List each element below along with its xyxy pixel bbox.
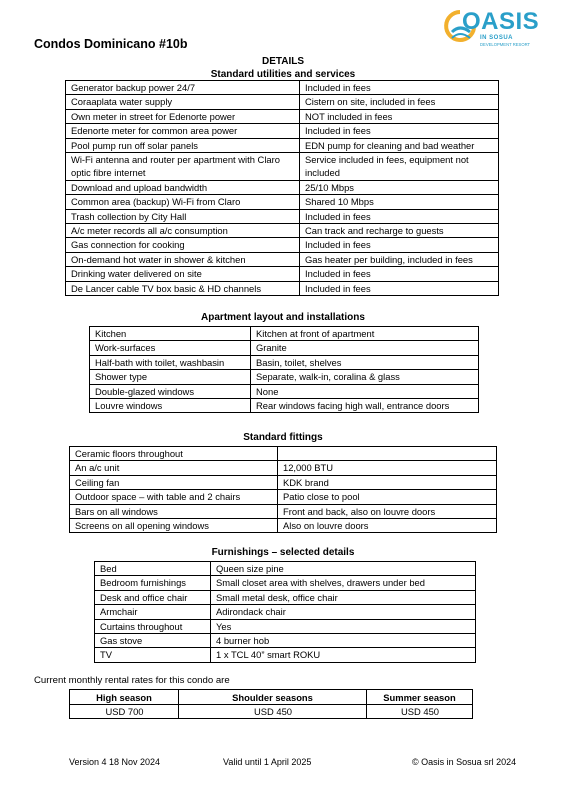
table-row: [66, 195, 499, 209]
rates-intro: Current monthly rental rates for this condo are: [34, 675, 230, 686]
row-value: Separate, walk-in, coralina & glass: [251, 370, 479, 384]
rates-header-shoulder: Shoulder seasons: [179, 690, 367, 705]
table-row: [90, 341, 479, 355]
row-value: Basin, toilet, shelves: [251, 355, 479, 369]
row-value: Cistern on site, included in fees: [300, 95, 499, 109]
table-row: [66, 281, 499, 295]
fittings-table: [69, 446, 497, 533]
row-value: Included in fees: [300, 209, 499, 223]
row-label: Download and upload bandwidth: [66, 180, 300, 194]
table-row: [90, 370, 479, 384]
document-title: Condos Dominicano #10b: [34, 37, 188, 51]
table-row: [70, 504, 497, 518]
row-value: Yes: [211, 619, 476, 633]
table-row: [66, 267, 499, 281]
row-value: Included in fees: [300, 267, 499, 281]
row-label: Bars on all windows: [70, 504, 278, 518]
row-label: Own meter in street for Edenorte power: [66, 109, 300, 123]
row-value: Shared 10 Mbps: [300, 195, 499, 209]
layout-heading: Apartment layout and installations: [201, 312, 365, 323]
row-label: Outdoor space – with table and 2 chairs: [70, 490, 278, 504]
row-value: Gas heater per building, included in fees: [300, 252, 499, 266]
footer-version: Version 4 18 Nov 2024: [69, 757, 161, 767]
row-label: Armchair: [95, 605, 211, 619]
rates-header-high: High season: [70, 690, 179, 705]
table-row: [95, 605, 476, 619]
table-row: [66, 252, 499, 266]
row-label: Drinking water delivered on site: [66, 267, 300, 281]
row-value: EDN pump for cleaning and bad weather: [300, 138, 499, 152]
table-row: [95, 562, 476, 576]
row-value: Included in fees: [300, 81, 499, 95]
row-value: Included in fees: [300, 124, 499, 138]
row-label: Pool pump run off solar panels: [66, 138, 300, 152]
row-value: Can track and recharge to guests: [300, 224, 499, 238]
table-row: [90, 399, 479, 413]
oasis-logo: [440, 8, 540, 48]
table-row: [66, 238, 499, 252]
row-value: Adirondack chair: [211, 605, 476, 619]
row-label: Gas connection for cooking: [66, 238, 300, 252]
logo-subtitle: IN SOSUA: [480, 35, 514, 41]
row-value: Included in fees: [300, 281, 499, 295]
rates-value-summer: USD 450: [367, 705, 473, 719]
row-value: 25/10 Mbps: [300, 180, 499, 194]
utilities-table: [65, 80, 499, 296]
row-value: Service included in fees, equipment not included: [300, 153, 499, 181]
table-row: [95, 634, 476, 648]
row-label: Bed: [95, 562, 211, 576]
table-row: [66, 138, 499, 152]
table-row: [95, 619, 476, 633]
row-label: Desk and office chair: [95, 590, 211, 604]
table-row: [66, 81, 499, 95]
row-value: Queen size pine: [211, 562, 476, 576]
row-value: None: [251, 384, 479, 398]
table-row: [66, 180, 499, 194]
row-value: 12,000 BTU: [278, 461, 497, 475]
row-label: A/c meter records all a/c consumption: [66, 224, 300, 238]
row-value: Included in fees: [300, 238, 499, 252]
row-value: [278, 447, 497, 461]
table-row: [95, 590, 476, 604]
row-value: Rear windows facing high wall, entrance doors: [251, 399, 479, 413]
row-value: Granite: [251, 341, 479, 355]
row-label: Common area (backup) Wi-Fi from Claro: [66, 195, 300, 209]
row-label: Trash collection by City Hall: [66, 209, 300, 223]
row-value: 1 x TCL 40” smart ROKU: [211, 648, 476, 662]
footer-copyright: © Oasis in Sosua srl 2024: [412, 757, 517, 767]
layout-table: [89, 326, 479, 413]
rates-header-summer: Summer season: [367, 690, 473, 705]
table-row: [66, 209, 499, 223]
row-label: Louvre windows: [90, 399, 251, 413]
row-label: On-demand hot water in shower & kitchen: [66, 252, 300, 266]
row-value: Patio close to pool: [278, 490, 497, 504]
row-label: Generator backup power 24/7: [66, 81, 300, 95]
utilities-heading: Standard utilities and services: [210, 69, 356, 80]
fittings-heading: Standard fittings: [243, 432, 323, 443]
row-label: Curtains throughout: [95, 619, 211, 633]
row-value: 4 burner hob: [211, 634, 476, 648]
row-value: Kitchen at front of apartment: [251, 327, 479, 341]
table-row: [70, 475, 497, 489]
table-row: [66, 224, 499, 238]
row-label: Half-bath with toilet, washbasin: [90, 355, 251, 369]
row-label: Work-surfaces: [90, 341, 251, 355]
rates-table: [69, 689, 473, 719]
table-row: [90, 355, 479, 369]
table-row: [70, 447, 497, 461]
logo-wordmark: OASIS: [462, 8, 540, 35]
row-value: Also on louvre doors: [278, 519, 497, 533]
row-value: NOT included in fees: [300, 109, 499, 123]
table-row: [66, 124, 499, 138]
furnishings-table: [94, 561, 476, 663]
table-row: [90, 384, 479, 398]
row-label: Screens on all opening windows: [70, 519, 278, 533]
row-label: Gas stove: [95, 634, 211, 648]
rates-value-row: [70, 705, 473, 719]
row-label: An a/c unit: [70, 461, 278, 475]
table-row: [95, 576, 476, 590]
row-label: Kitchen: [90, 327, 251, 341]
table-row: [66, 109, 499, 123]
row-label: Edenorte meter for common area power: [66, 124, 300, 138]
table-row: [66, 153, 499, 181]
table-row: [90, 327, 479, 341]
row-value: KDK brand: [278, 475, 497, 489]
table-row: [70, 461, 497, 475]
row-label: TV: [95, 648, 211, 662]
row-label: Double-glazed windows: [90, 384, 251, 398]
table-row: [70, 519, 497, 533]
rates-value-high: USD 700: [70, 705, 179, 719]
row-label: Ceiling fan: [70, 475, 278, 489]
table-row: [70, 490, 497, 504]
furnishings-heading: Furnishings – selected details: [211, 547, 355, 558]
details-heading: DETAILS: [261, 56, 305, 67]
table-row: [95, 648, 476, 662]
row-value: Front and back, also on louvre doors: [278, 504, 497, 518]
table-row: [66, 95, 499, 109]
row-label: De Lancer cable TV box basic & HD channels: [66, 281, 300, 295]
row-label: Bedroom furnishings: [95, 576, 211, 590]
row-label: Ceramic floors throughout: [70, 447, 278, 461]
row-value: Small closet area with shelves, drawers under bed: [211, 576, 476, 590]
row-label: Wi-Fi antenna and router per apartment with Claro optic fibre internet: [66, 153, 300, 181]
rates-header-row: [70, 690, 473, 705]
rates-value-shoulder: USD 450: [179, 705, 367, 719]
row-value: Small metal desk, office chair: [211, 590, 476, 604]
row-label: Coraaplata water supply: [66, 95, 300, 109]
footer-valid: Valid until 1 April 2025: [223, 757, 312, 767]
row-label: Shower type: [90, 370, 251, 384]
logo-tagline: DEVELOPMENT RESORT: [480, 42, 531, 47]
